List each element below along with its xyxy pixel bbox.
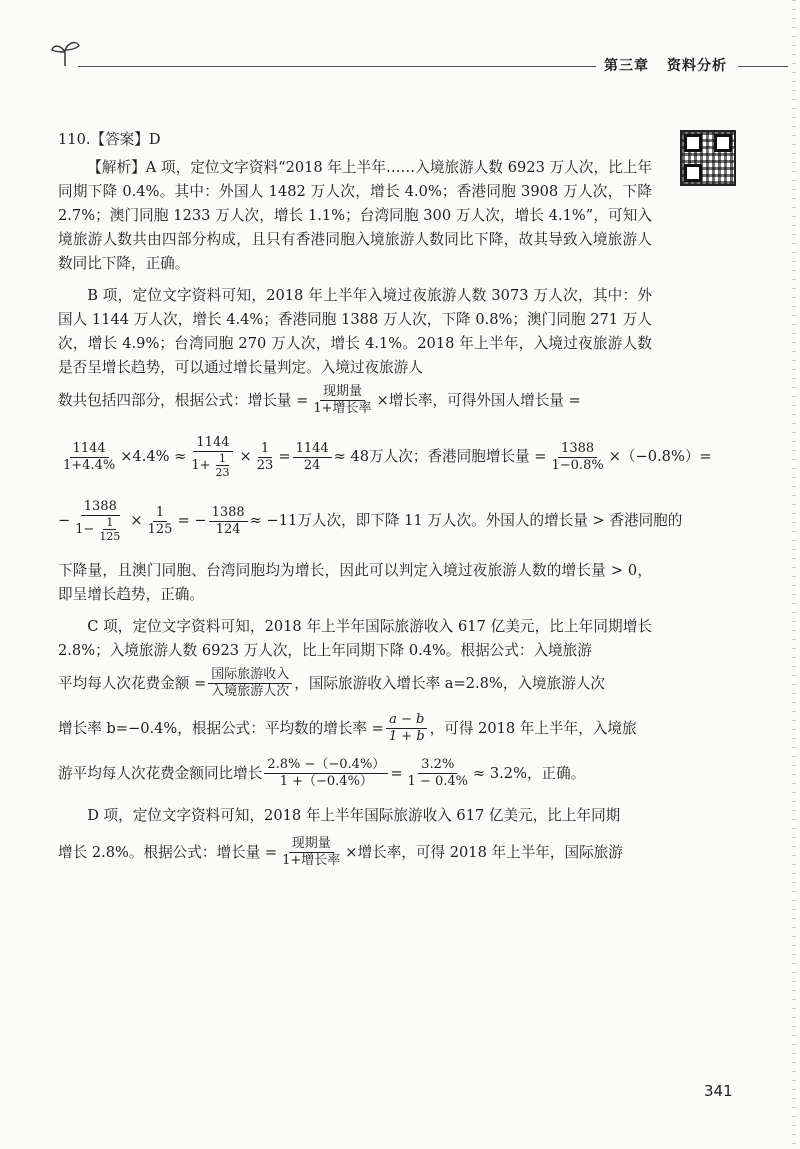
solution-body — [58, 128, 712, 877]
fraction-numerator: 1 — [103, 516, 116, 530]
fraction-denominator — [72, 516, 128, 543]
formula-text: ≈ 48万人次；香港同胞增长量 = — [333, 448, 547, 465]
fraction-numerator: 1388 — [209, 505, 248, 522]
formula-text: ×（−0.8%）= — [608, 448, 712, 465]
formula-text: 数共包括四部分，根据公式：增长量 = — [58, 391, 309, 409]
analysis-b-conclusion: 下降量，且澳门同胞、台湾同胞均为增长，因此可以判定入境过夜旅游人数的增长量 > 0，即呈增长趋势，正确。 — [58, 562, 652, 603]
chapter-number: 第三章 — [604, 58, 649, 74]
nested-fraction — [213, 452, 233, 479]
fraction-numerator: a − b — [386, 712, 427, 729]
fraction-numerator: 1 — [153, 505, 167, 522]
fraction — [208, 667, 292, 700]
fraction-numerator: 1388 — [81, 499, 120, 516]
fraction — [310, 384, 374, 417]
fraction-text: 1+ — [191, 457, 211, 473]
fraction — [145, 505, 176, 538]
page-number: 341 — [704, 1082, 733, 1100]
fraction-numerator: 1144 — [70, 441, 109, 458]
fraction — [60, 441, 118, 474]
analysis-b: B 项，定位文字资料可知，2018 年上半年入境过夜旅游人数 3073 万人次，其中：外国人 1144 万人次，增长 4.4%；香港同胞 1388 万人次，下降 0.8%；澳门同胞 271 万人次，增长 4.9%；台湾同胞 270 万人次，增长 4.1%。2018 年上半年，入境过夜旅游人数是否呈增长趋势，可以通过增长量判定。入境过夜旅游人 — [58, 287, 652, 376]
formula-text: ×4.4% ≈ — [120, 448, 187, 465]
fraction-numerator: 1 — [258, 441, 272, 458]
formula-b-calc1 — [58, 431, 712, 483]
fraction-denominator: 1−0.8% — [551, 457, 604, 473]
fraction-numerator: 3.2% — [418, 757, 457, 774]
formula-text: = — [390, 764, 403, 782]
header-rule — [78, 66, 596, 67]
formula-text: ≈ −11万人次，即下降 11 万人次。外国人的增长量 > 香港同胞的 — [249, 512, 683, 529]
fraction-text: 1− — [75, 521, 95, 537]
qr-finder-icon — [714, 134, 732, 152]
qr-finder-icon — [684, 164, 702, 182]
fraction — [405, 757, 471, 790]
analysis-c: C 项，定位文字资料可知，2018 年上半年国际旅游收入 617 亿美元，比上年同期增长 2.8%；入境旅游人数 6923 万人次，比上年同期下降 0.4%。根据公式：入境旅游 — [58, 618, 652, 659]
fraction-denominator: 24 — [303, 457, 321, 473]
formula-b-calc2 — [58, 495, 683, 547]
sprout-icon — [48, 36, 82, 70]
formula-text: 增长 2.8%。根据公式：增长量 = — [58, 843, 278, 861]
formula-text: 增长率 b=−0.4%，根据公式：平均数的增长率 = — [58, 719, 384, 737]
qr-code-icon — [680, 130, 736, 186]
fraction-numerator: 1144 — [293, 441, 332, 458]
fraction — [293, 441, 332, 474]
formula-text: − — [58, 512, 71, 529]
formula-c-rate — [58, 712, 652, 745]
fraction-denominator: 124 — [215, 521, 241, 537]
fraction-denominator: 1 +（−0.4%） — [279, 774, 373, 789]
formula-b-growth — [58, 384, 652, 417]
fraction-numerator: 2.8% −（−0.4%） — [264, 757, 388, 774]
fraction-denominator: 125 — [147, 521, 173, 537]
formula-c-average — [58, 667, 652, 700]
formula-text: ，国际旅游收入增长率 a=2.8%，入境旅游人次 — [294, 674, 605, 692]
formula-text: ×增长率，可得 2018 年上半年，国际旅游 — [345, 843, 623, 861]
fraction — [264, 757, 388, 790]
formula-text: × — [239, 448, 252, 465]
formula-text: = − — [177, 512, 207, 529]
formula-text: ×增长率，可得外国人增长量 = — [376, 391, 581, 409]
fraction-denominator: 23 — [215, 466, 230, 479]
answer-title: 110.【答案】D — [58, 131, 161, 148]
fraction-denominator: 1+增长率 — [313, 401, 372, 416]
fraction-denominator: 1 − 0.4% — [407, 774, 469, 789]
analysis-d: D 项，定位文字资料可知，2018 年上半年国际旅游收入 617 亿美元，比上年同期 — [87, 807, 621, 824]
fraction-denominator: 125 — [99, 530, 121, 543]
chapter-header — [604, 55, 745, 75]
formula-text: ≈ 3.2%，正确。 — [473, 764, 586, 782]
fraction — [209, 505, 248, 538]
formula-text: × — [130, 512, 143, 529]
fraction-numerator: 1144 — [193, 435, 232, 452]
fraction — [279, 836, 343, 869]
formula-d-growth — [58, 836, 652, 869]
fraction — [254, 441, 277, 474]
compound-fraction — [72, 499, 128, 543]
fraction-denominator — [188, 452, 237, 479]
formula-text: = — [278, 448, 291, 465]
nested-fraction — [96, 516, 123, 543]
fraction-numerator: 现期量 — [320, 384, 365, 401]
fraction — [386, 712, 428, 745]
fraction-numerator: 国际旅游收入 — [208, 667, 292, 684]
fraction-numerator: 1388 — [558, 441, 597, 458]
analysis-a: 【解析】A 项，定位文字资料“2018 年上半年……入境旅游人数 6923 万人次，比上年同期下降 0.4%。其中：外国人 1482 万人次，增长 4.0%；香港同胞 3908 万人次，下降 2.7%；澳门同胞 1233 万人次，增长 1.1%；台湾同胞 300 万人次，增长 4.1%”，可知入境旅游人数共由四部分构成，且只有香港同胞入境旅游人数同比下降，故其导致入境旅游人数同比下降，正确。 — [58, 159, 652, 272]
chapter-title: 资料分析 — [667, 58, 727, 74]
edge-dots — [792, 0, 796, 1149]
formula-text: 平均每人次花费金额 = — [58, 674, 207, 692]
fraction-numerator: 1 — [216, 452, 229, 466]
fraction-denominator: 23 — [256, 457, 274, 473]
header-rule-right — [738, 66, 788, 67]
compound-fraction — [188, 435, 237, 479]
fraction — [549, 441, 607, 474]
formula-c-result — [58, 757, 652, 790]
qr-finder-icon — [684, 134, 702, 152]
formula-text: 游平均每人次花费金额同比增长 — [58, 764, 263, 782]
formula-text: ，可得 2018 年上半年，入境旅 — [429, 719, 637, 737]
fraction-denominator: 1+4.4% — [63, 457, 116, 473]
fraction-denominator: 1+增长率 — [282, 853, 341, 868]
fraction-denominator: 入境旅游人次 — [211, 684, 290, 699]
fraction-denominator: 1 + b — [388, 729, 425, 744]
fraction-numerator: 现期量 — [289, 836, 334, 853]
